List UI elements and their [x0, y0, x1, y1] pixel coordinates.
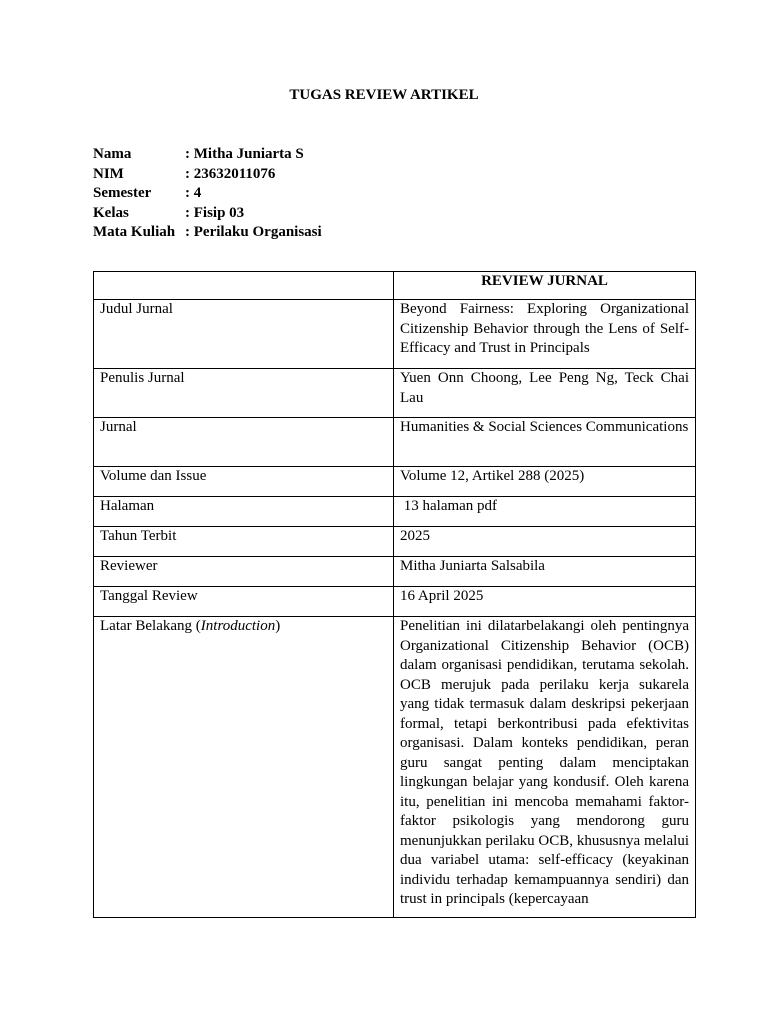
- table-header-row: [94, 272, 696, 300]
- row-value: [394, 617, 696, 918]
- info-value: : Fisip 03: [185, 204, 245, 221]
- table-row: [94, 497, 696, 527]
- info-row-kelas: [93, 204, 322, 224]
- row-value: 13 halaman pdf: [394, 497, 696, 527]
- info-label: Mata Kuliah: [93, 224, 176, 240]
- info-label: Semester: [93, 185, 152, 201]
- row-label: Halaman: [94, 497, 394, 527]
- info-label: NIM: [93, 165, 124, 182]
- label-suffix: ): [275, 618, 281, 634]
- table-row: [94, 617, 696, 918]
- row-value: 16 April 2025: [394, 587, 696, 617]
- info-row-mata-kuliah: [93, 223, 322, 243]
- info-row-nama: [93, 145, 322, 165]
- row-label: Penulis Jurnal: [94, 369, 394, 418]
- row-value: Volume 12, Artikel 288 (2025): [394, 467, 696, 497]
- label-prefix: Latar Belakang (: [100, 618, 201, 634]
- table-header: REVIEW JURNAL: [394, 272, 696, 300]
- review-table: [93, 271, 696, 918]
- row-value: Yuen Onn Choong, Lee Peng Ng, Teck Chai Lau: [394, 369, 696, 418]
- row-label: Tahun Terbit: [94, 527, 394, 557]
- table-row: [94, 300, 696, 369]
- header-empty-cell: [94, 272, 394, 300]
- info-value: : Mitha Juniarta S: [185, 146, 304, 162]
- row-label: Jurnal: [94, 418, 394, 467]
- info-label: Kelas: [93, 204, 129, 221]
- info-value: : 23632011076: [185, 165, 276, 182]
- table-row: [94, 527, 696, 557]
- table-row: [94, 587, 696, 617]
- table-row: [94, 418, 696, 467]
- row-value: Beyond Fairness: Exploring Organizational Citizenship Behavior through the Lens of Self-Efficacy and Trust in Principals: [394, 300, 696, 369]
- table-row: [94, 369, 696, 418]
- row-value: 2025: [394, 527, 696, 557]
- row-value: Mitha Juniarta Salsabila: [394, 557, 696, 587]
- info-row-nim: [93, 165, 322, 185]
- row-label: [94, 617, 394, 918]
- info-row-semester: [93, 184, 322, 204]
- info-label: Nama: [93, 146, 132, 162]
- row-label: Judul Jurnal: [94, 300, 394, 369]
- label-italic: Introduction: [200, 618, 276, 634]
- latar-text: Penelitian ini dilatarbelakangi oleh pentingnya Organizational Citizenship Behavior (OCB) dalam organisasi pendidikan, terutama sekolah. OCB merujuk pada perilaku kerja sukarela yang tidak termasuk dalam deskripsi pekerjaan formal, tetapi berkontribusi pada efektivitas organisasi. Dalam konteks pendidikan, peran guru sangat penting dalam menciptakan lingkungan belajar yang kondusif. Oleh karena itu, penelitian ini mencoba memahami faktor-faktor psikologis yang mendorong guru menunjukkan perilaku OCB, khususnya melalui dua variabel utama: self-efficacy (keyakinan individu terhadap kemampuannya sendiri) dan trust in principals (kepercayaan: [400, 618, 689, 907]
- table-row: [94, 467, 696, 497]
- document-title: TUGAS REVIEW ARTIKEL: [289, 87, 479, 103]
- table-row: [94, 557, 696, 587]
- info-value: : Perilaku Organisasi: [185, 224, 322, 240]
- row-label: Tanggal Review: [94, 587, 394, 617]
- row-value: Humanities & Social Sciences Communications: [394, 418, 696, 467]
- student-info: [93, 145, 322, 243]
- row-label: Reviewer: [94, 557, 394, 587]
- info-value: : 4: [185, 185, 202, 201]
- row-label: Volume dan Issue: [94, 467, 394, 497]
